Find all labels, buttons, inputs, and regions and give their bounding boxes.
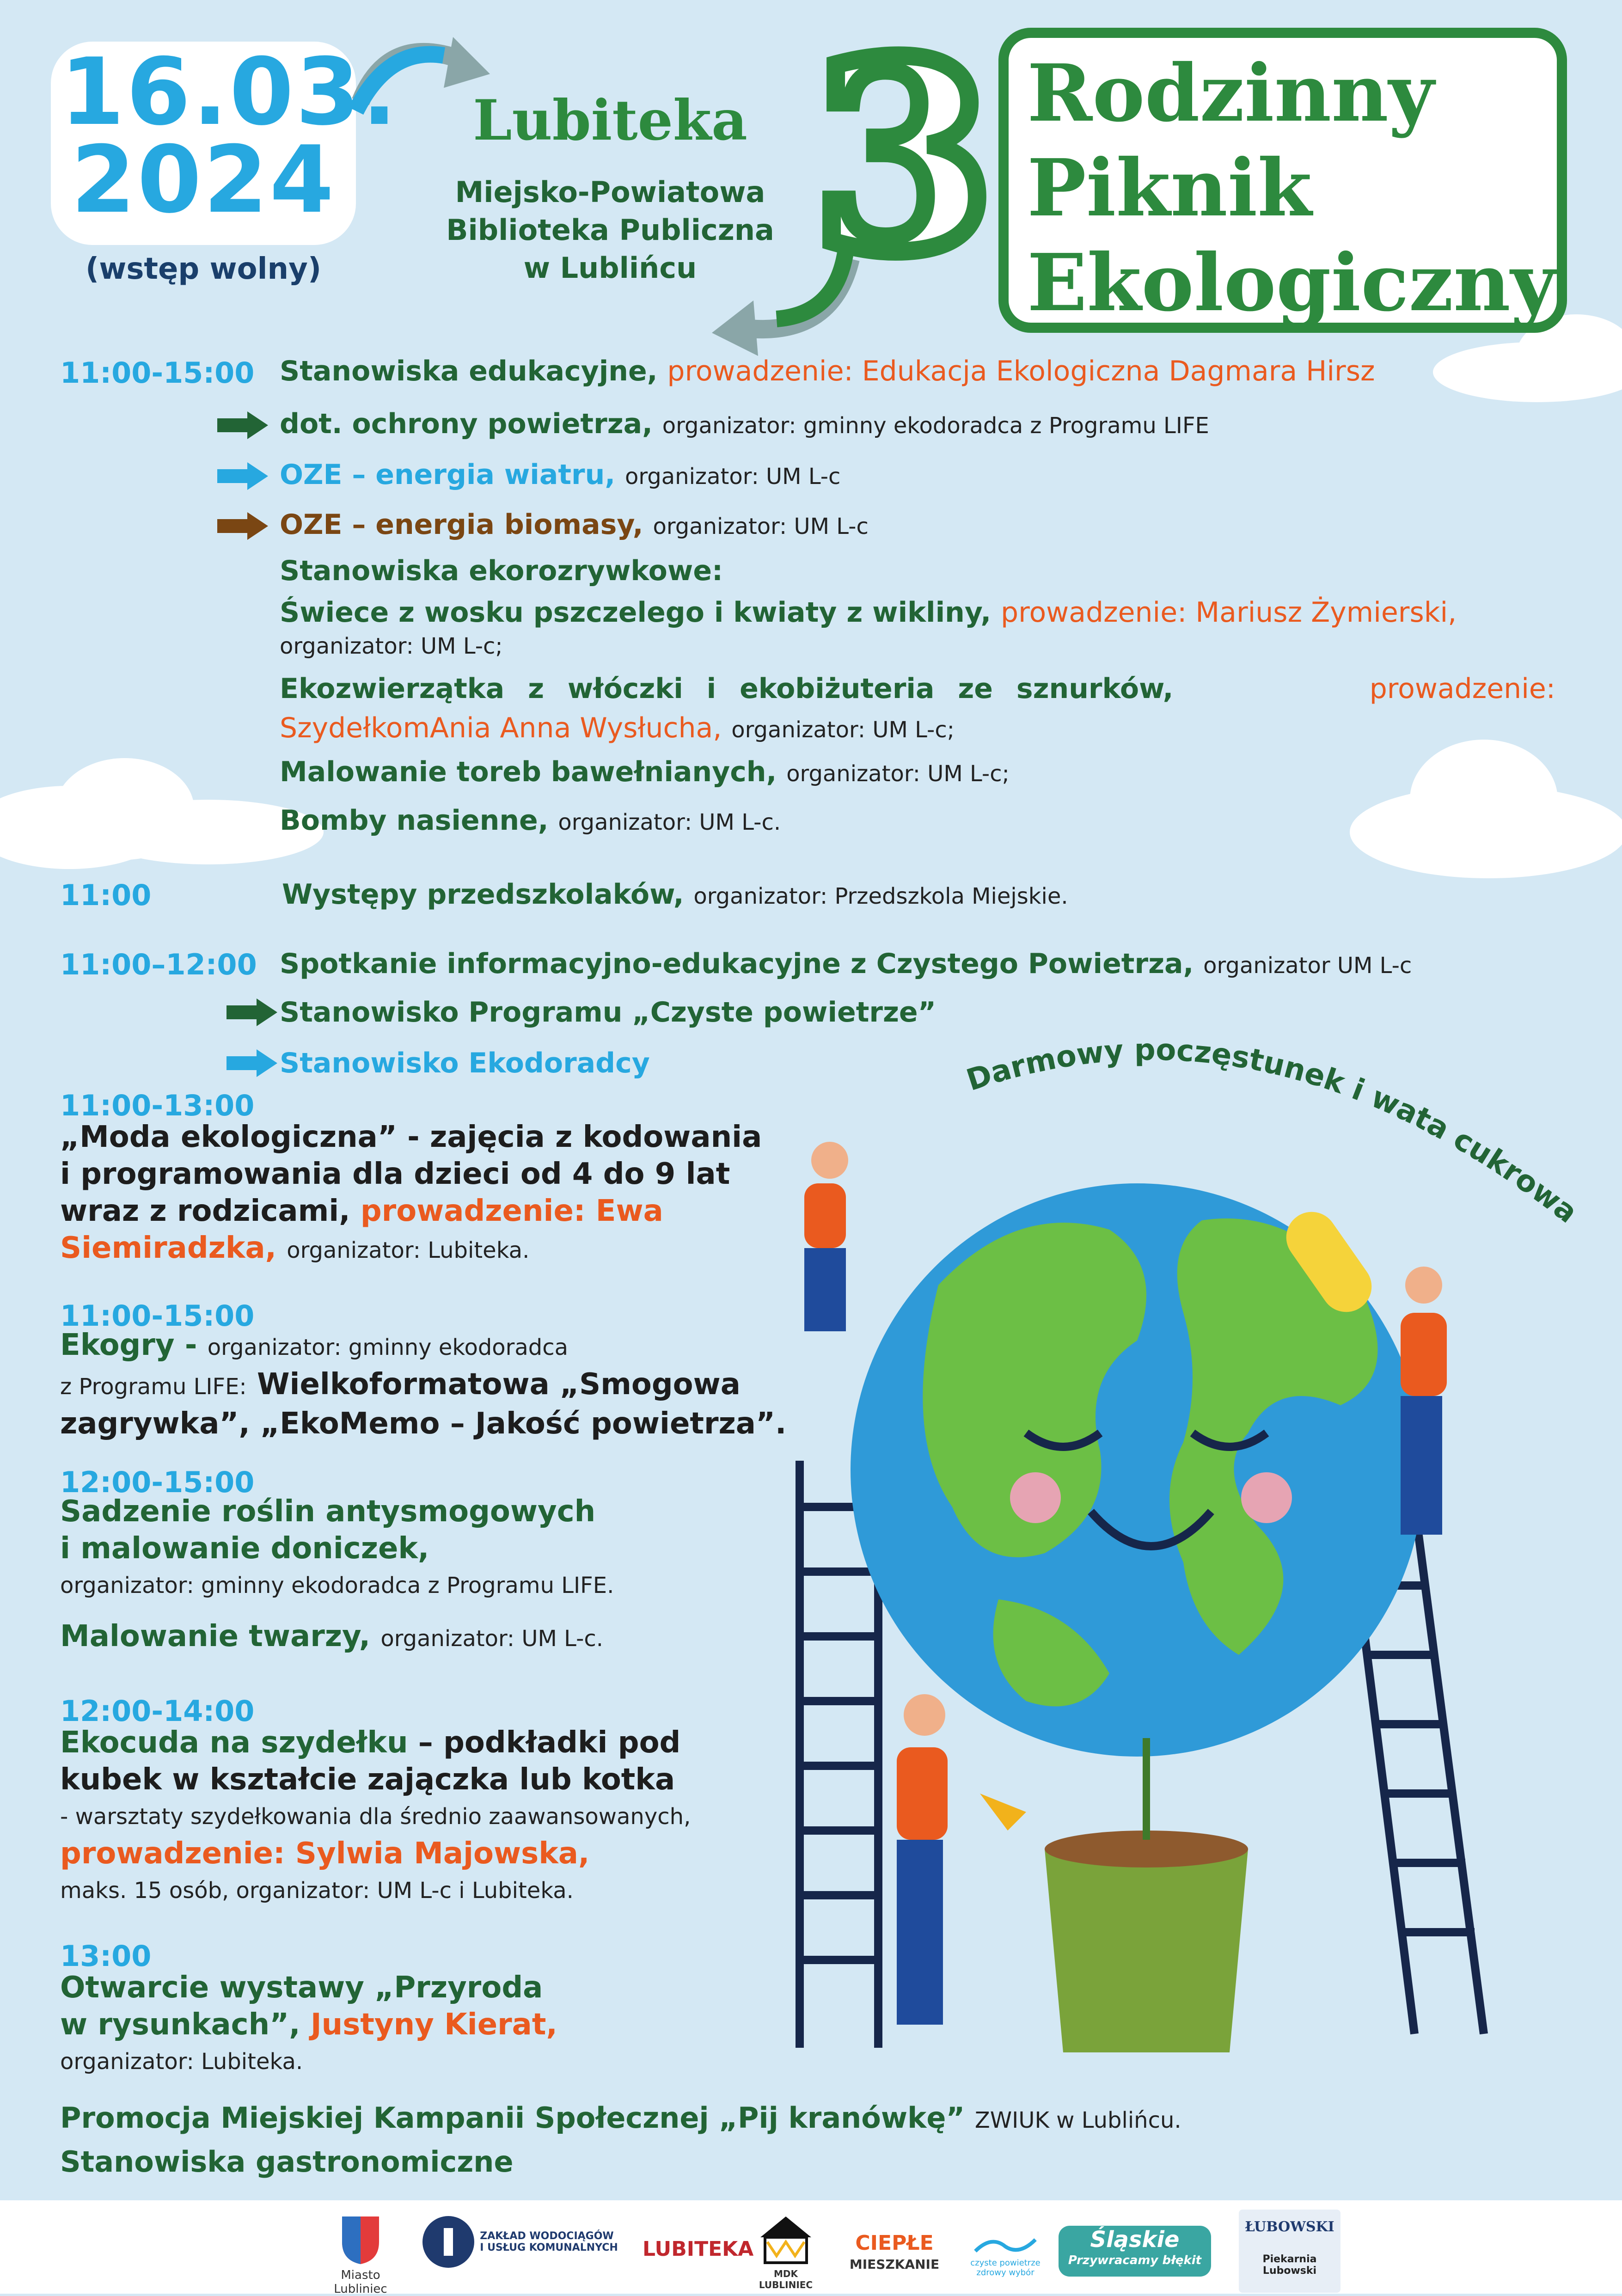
schedule-item	[60, 1618, 603, 1657]
logo-lubiteka: LUBITEKA	[643, 2237, 754, 2261]
time-label: 11:00-15:00	[60, 1299, 255, 1333]
library-sub-line: Biblioteka Publiczna	[446, 213, 774, 247]
item-line: zagrywka”, „EkoMemo – Jakość powietrza”.	[60, 1407, 787, 1441]
item-title: Malowanie twarzy,	[60, 1619, 371, 1653]
arrow-right-icon	[226, 1049, 277, 1077]
logo-zwiuk	[421, 2214, 633, 2270]
schedule-item	[280, 459, 840, 491]
title-line: Ekologiczny	[1027, 237, 1556, 329]
date-day-month: 16.03.	[60, 38, 399, 146]
schedule-item	[280, 804, 781, 837]
schedule-item	[280, 355, 1375, 387]
schedule-item	[280, 756, 1010, 788]
item-title: OZE – energia biomasy,	[280, 508, 643, 541]
time-label: 12:00-14:00	[60, 1694, 255, 1728]
item-organizer: ZWIUK w Lublińcu.	[974, 2107, 1181, 2133]
item-organizer: organizator: UM L-c	[625, 464, 841, 490]
logo-mdk	[749, 2214, 823, 2290]
item-lead: prowadzenie:	[1369, 673, 1555, 705]
item-line: Otwarcie wystawy „Przyroda	[60, 1971, 543, 2005]
schedule-item	[280, 948, 1412, 980]
item-organizer: organizator: gminny ekodoradca	[207, 1335, 569, 1360]
time-label: 12:00-15:00	[60, 1465, 255, 1499]
cloud	[1433, 342, 1622, 402]
logo-label: Lubowski	[1262, 2265, 1317, 2277]
time-label: 13:00	[60, 1939, 152, 1973]
item-lead: Siemiradzka,	[60, 1231, 276, 1265]
time-label: 11:00–12:00	[60, 948, 257, 981]
schedule-item	[60, 1724, 691, 1909]
item-title: Bomby nasienne,	[280, 804, 549, 837]
date-year: 2024	[71, 126, 336, 234]
schedule-item: Stanowisko Ekodoradcy	[280, 1047, 650, 1079]
item-organizer: organizator: UM L-c.	[380, 1626, 604, 1652]
item-line: Wielkoformatowa „Smogowa	[257, 1367, 741, 1402]
time-label: 11:00-15:00	[60, 356, 255, 390]
item-title: Stanowiska edukacyjne,	[280, 355, 658, 387]
item-organizer: organizator: gminny ekodoradca z Programu LIFE	[662, 413, 1209, 439]
schedule-item	[60, 1493, 614, 1604]
mdk-house-icon	[758, 2214, 814, 2265]
schedule-item	[280, 508, 869, 541]
item-organizer: organizator: Przedszkola Miejskie.	[693, 883, 1068, 909]
library-full-name	[407, 173, 814, 287]
time-label: 11:00	[60, 878, 152, 912]
item-title: Spotkanie informacyjno-edukacyjne z Czystego Powietrza,	[280, 948, 1194, 980]
arrow-right-icon	[226, 998, 277, 1026]
item-lead: SzydełkomAnia Anna Wysłucha,	[280, 712, 722, 744]
treat-text: Darmowy poczęstunek i wata cukrowa	[962, 1033, 1584, 1230]
schedule-item	[60, 1327, 786, 1442]
item-line: Sadzenie roślin antysmogowych	[60, 1494, 596, 1529]
title-line: Rodzinny	[1027, 47, 1434, 140]
item-organizer: organizator: UM L-c;	[280, 633, 503, 659]
item-title: Ekogry -	[60, 1328, 197, 1362]
logo-label: I USŁUG KOMUNALNYCH	[480, 2242, 618, 2253]
item-lead: prowadzenie: Ewa	[360, 1194, 663, 1228]
item-title: Promocja Miejskiej Kampanii Społecznej „Pij kranówkę”	[60, 2101, 965, 2135]
item-organizer: organizator: gminny ekodoradca z Programu LIFE.	[60, 1573, 614, 1598]
title-line: Piknik	[1027, 142, 1312, 234]
schedule-item	[280, 712, 955, 744]
item-line: „Moda ekologiczna” - zajęcia z kodowania	[60, 1120, 762, 1154]
time-label: 11:00-13:00	[60, 1089, 255, 1122]
logo-label: Miasto Lubliniec	[334, 2268, 387, 2296]
item-title: Ekocuda na szydełku	[60, 1726, 408, 1760]
logo-label: MIESZKANIE	[849, 2257, 940, 2272]
schedule-item	[280, 596, 1457, 629]
item-organizer: organizator: UM L-c	[653, 514, 869, 539]
item-line: – podkładki pod	[418, 1726, 681, 1760]
edition-number: 3	[814, 5, 994, 309]
schedule-item	[280, 673, 1555, 705]
arrow-right-icon	[217, 462, 268, 490]
item-title: OZE – energia wiatru,	[280, 459, 616, 491]
schedule-item	[280, 408, 1209, 440]
item-organizer: maks. 15 osób, organizator: UM L-c i Lubiteka.	[60, 1878, 574, 1904]
item-organizer: organizator: UM L-c;	[786, 761, 1010, 787]
logo-label: zdrowy wybór	[976, 2268, 1034, 2278]
library-sub-line: w Lublińcu	[523, 251, 697, 285]
item-organizer: organizator: UM L-c.	[558, 809, 781, 835]
item-organizer: z Programu LIFE:	[60, 1374, 247, 1400]
item-line: wraz z rodzicami,	[60, 1194, 350, 1228]
logo-label: MDK LUBLINIEC	[759, 2268, 813, 2290]
arrow-right-icon	[217, 411, 268, 439]
logo-miasto-lubliniec	[324, 2214, 398, 2296]
item-organizer: organizator: Lubiteka.	[60, 2049, 303, 2075]
cloud	[1410, 740, 1558, 860]
item-organizer: organizator: UM L-c;	[731, 717, 955, 743]
logo-slaskie	[1059, 2226, 1211, 2277]
item-line: i malowanie doniczek,	[60, 1531, 429, 1566]
item-title: Występy przedszkolaków,	[282, 878, 684, 911]
water-tower-icon	[421, 2214, 476, 2270]
section-heading: Stanowiska ekorozrywkowe:	[280, 555, 723, 587]
item-line: w rysunkach”,	[60, 2008, 300, 2042]
item-lead: prowadzenie: Sylwia Majowska,	[60, 1837, 590, 1871]
logo-label: ŁUBOWSKI	[1245, 2219, 1334, 2235]
item-title: Ekozwierzątka z włóczki i ekobiżuteria ze sznurków,	[280, 673, 1174, 705]
logo-label: Przywracamy błękit	[1068, 2253, 1202, 2267]
event-title-box	[998, 28, 1567, 333]
free-entry: (wstęp wolny)	[85, 252, 322, 286]
promo-item	[60, 2101, 1181, 2135]
library-name: Lubiteka	[473, 88, 747, 153]
logo-cieple-mieszkanie	[832, 2233, 957, 2275]
item-lead: Justyny Kierat,	[310, 2008, 557, 2042]
item-title: Malowanie toreb bawełnianych,	[280, 756, 777, 788]
globe-illustration	[786, 1054, 1544, 2071]
item-lead: prowadzenie: Mariusz Żymierski,	[1001, 596, 1457, 629]
schedule-item	[282, 878, 1068, 911]
logo-piekarnia-lubowski	[1239, 2210, 1340, 2293]
logo-label: Śląskie	[1090, 2227, 1180, 2253]
item-line: kubek w kształcie zajączka lub kotka	[60, 1763, 675, 1797]
item-lead: prowadzenie: Edukacja Ekologiczna Dagmara Hirsz	[667, 355, 1375, 387]
event-date	[60, 38, 399, 234]
logo-czyste-powietrze	[966, 2233, 1045, 2278]
item-line: i programowania dla dzieci od 4 do 9 lat	[60, 1157, 730, 1191]
library-sub-line: Miejsko-Powiatowa	[455, 175, 765, 209]
item-title: dot. ochrony powietrza,	[280, 408, 653, 440]
item-organizer: organizator: Lubiteka.	[287, 1237, 530, 1263]
coat-of-arms-icon	[340, 2214, 381, 2265]
arrow-right-icon	[217, 512, 268, 540]
logo-label: Piekarnia	[1262, 2253, 1317, 2265]
item-line: - warsztaty szydełkowania dla średnio zaawansowanych,	[60, 1804, 691, 1830]
gastro-item: Stanowiska gastronomiczne	[60, 2145, 514, 2179]
schedule-item	[60, 1119, 762, 1269]
schedule-item: Stanowisko Programu „Czyste powietrze”	[280, 996, 936, 1029]
logo-label: CIEPŁE	[855, 2231, 934, 2255]
logo-label: ZAKŁAD WODOCIĄGÓW	[480, 2230, 614, 2242]
item-organizer: organizator UM L-c	[1203, 953, 1412, 979]
clean-air-icon	[973, 2233, 1038, 2256]
logo-label: czyste powietrze	[970, 2258, 1041, 2268]
item-title: Świece z wosku pszczelego i kwiaty z wikliny,	[280, 596, 992, 629]
schedule-item	[60, 1969, 557, 2080]
